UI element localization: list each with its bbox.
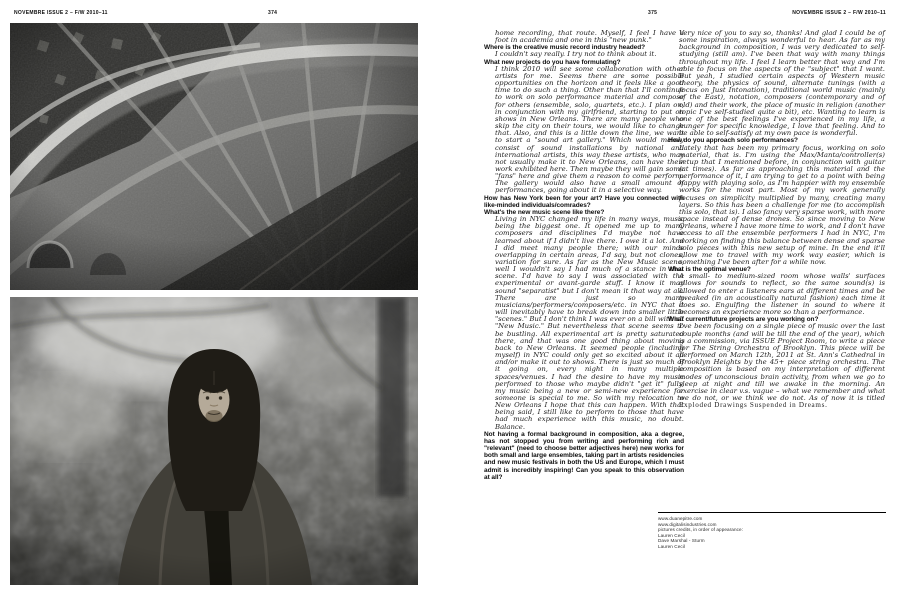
credit-line: Dave Marshal - Sturm (658, 538, 705, 543)
ceiling-photo (10, 23, 418, 290)
portrait-photo-art (10, 297, 418, 585)
credits-heading: pictures credits, in order of appearance: (658, 527, 744, 532)
interview-question: What is the optimal venue? (668, 266, 751, 274)
interview-answer: Very nice of you to say so, thanks! And glad I could be of some inspiration, always wonderful to hear. As far as my background in composition, I was very dedicated to self-studying (still am). I've been that way with many things throughout my life. I feel I learn better that way and I'm able to focus on the aspects of the "subject" that I want. But yeah, I studied certain aspects of Western music theory, the physics of sound, alternate tunings (with a focus on Just Intonation), traditional world music (mainly of the East), notation, composers (contemporary and of old) and their work, the place of music in religion (another topic I've self-studied quite a bit), etc. Wanting to learn is one of the best feelings I've experienced in my life, a hunger for specific knowledge, I love that feeling. And to be able to self-satisfy at my own pace is wonderful. (679, 29, 885, 138)
ceiling-photo-art (10, 23, 418, 290)
interview-answer: Living in NYC changed my life in many ways, music being the biggest one. It opened me up to many composers and disciplines I'd maybe not have learned about if I didn't live there. I owe it a lot. And I did meet many people there; with our minds overlapping in certain areas, I'd say, but not clones, variation for sure. As far as the New Music scene, well I wouldn't say I had much of a stance in that scene. I'd have to say I was associated with the experimental or avant-garde stuff. I know it may sound "separatist" but I don't mean it that way at all. There are just so many musicians/performers/composers/etc. in NYC that it will inevitably have to break down into smaller little "scenes." But I don't think I was ever on a bill with all "New Music." But nevertheless that scene seems to be bustling. All experimental art is pretty saturated there, and that was one good thing about moving back to New Orleans. It seemed people (including myself) in NYC could only get so excited about it all and/or make it out to shows. There is just so much of it going on, every night in many multiple spaces/venues. I had the desire to have my music performed to those who maybe didn't "get it" fully, my music being a new or semi-new experience for someone is special to me. So with my relocation to New Orleans I hope that this can happen. With that being said, I still like to perform to those that have had much experience with this music, no doubt. Balance. (495, 215, 684, 431)
interview-question: How do you approach solo performances? (668, 137, 798, 145)
interview-question: How has New York been for your art? Have you connected with like-minded individuals/comrades? (484, 194, 684, 209)
right-page-number: 375 (648, 10, 658, 16)
left-page-number: 374 (268, 10, 278, 16)
interview-answer: I've been focusing on a single piece of music over the last couple months (and will be till the end of the year), which is a commission, via ISSUE Project Room, to write a piece for The String Orchestra of Brooklyn. This piece will be performed on March 12th, 2011 at St. Ann's Cathedral in Brooklyn Heights by the 45+ piece string orchestra. The composition is based on my interpretation of different modes of unconscious brain activity, from when we go to sleep at night and till we awake in the morning. An exercise in clear v.s. vague – what we remember and what we do not, or we think we do not. As of now it is titled Exploded Drawings Suspended in Dreams. (679, 322, 885, 410)
interview-question: What current/future projects are you working on? (668, 316, 819, 324)
label-url: www.digitalisindustries.com (658, 521, 717, 527)
credit-line: Lauren Cecil (658, 543, 685, 549)
interview-answer: I couldn't say really. I try not to think about it. (495, 50, 657, 59)
interview-question: What's the new music scene like there? (484, 208, 605, 216)
interview-answer: home recording, that route. Myself, I feel I have a foot in academia and one in this "new punk." (495, 29, 684, 45)
interview-answer: A small- to medium-sized room whose walls' surfaces allows for sounds to reflect, so the same sound(s) is allowed to enter a listeners ears at different times and be tweaked (in an acoustically natural fashion) each time it does so. Engulfing the listener in sound to where it becomes an experience more so than a performance. (679, 272, 885, 317)
interview-answer: I think 2010 will see some collaboration with other artists for me. Seems there are some possible opportunities on the horizon and it feels like a good time to do such a thing. Other than that I'll continue to work on solo performance material and compose for others (ensemble, solo, quartets, etc.). I plan on, in conjunction with my girlfriend, starting to put on shows in New Orleans. There are many people who skip the city on their tours, we would like to change that. Also, and this is a little down the line, we want to start a "sound art gallery." Which would mainly consist of sound installations by national and international artists, this way these artists, who may not usually make it to New Orleans, can have their work exhibited here. Then maybe they will gain some "fans" here and give them a reason to come perform. The gallery would also have a small amount of performances, going about it in a selective way. (495, 64, 684, 195)
portrait-photo (10, 297, 418, 585)
work-title: Exploded Drawings Suspended in Dreams. (679, 401, 828, 410)
interview-question: What new projects do you have formulating? (484, 58, 621, 66)
interview-answer: Lately that has been my primary focus, working on solo material, that is. I'm using the Max/Manta/controller(s) setup that I mentioned before, in conjunction with guitar (at times). As far as approaching this material and the performance of it, I am trying to get to a point with being happy with playing solo, as I'm happier with my ensemble works for the most part. Most of my work generally focuses on simplicity multiplied by many, creating many layers. So this has been a challenge for me (to accomplish this solo, that is). I also fancy very sparse work, with more space instead of dense drones. So since moving to New Orleans, where I have more time to work, and I don't have access to all the ensemble performers I had in NYC, I'm working on finding this balance between dense and sparse solo pieces with this new setup of mine. In the end it'll allow me to travel with my work way easier, which is something I've been after for a while now. (679, 143, 885, 266)
credit-line: Lauren Cecil (658, 532, 685, 538)
artist-url: www.duanepitre.com (658, 516, 703, 521)
left-page-header: NOVEMBRE ISSUE 2 – F/W 2010–11 (14, 10, 108, 16)
interview-question: Where is the creative music record industry headed? (484, 44, 646, 52)
interview-column-1 (484, 30, 684, 481)
interview-column-2 (668, 30, 885, 409)
interview-question: Not having a formal background in composition, aka a degree, has not stopped you from writing and performing rich and "relevant" (need to choose better adjectives here) new works for both small and large ensembles, taking part in artists residencies and new music festivals in both the US and Europe, which I must admit is incredibly inspiring! Can you speak to this observation at all? (484, 430, 684, 481)
credits-footer (658, 512, 886, 549)
right-page-header: NOVEMBRE ISSUE 2 – F/W 2010–11 (792, 10, 886, 16)
